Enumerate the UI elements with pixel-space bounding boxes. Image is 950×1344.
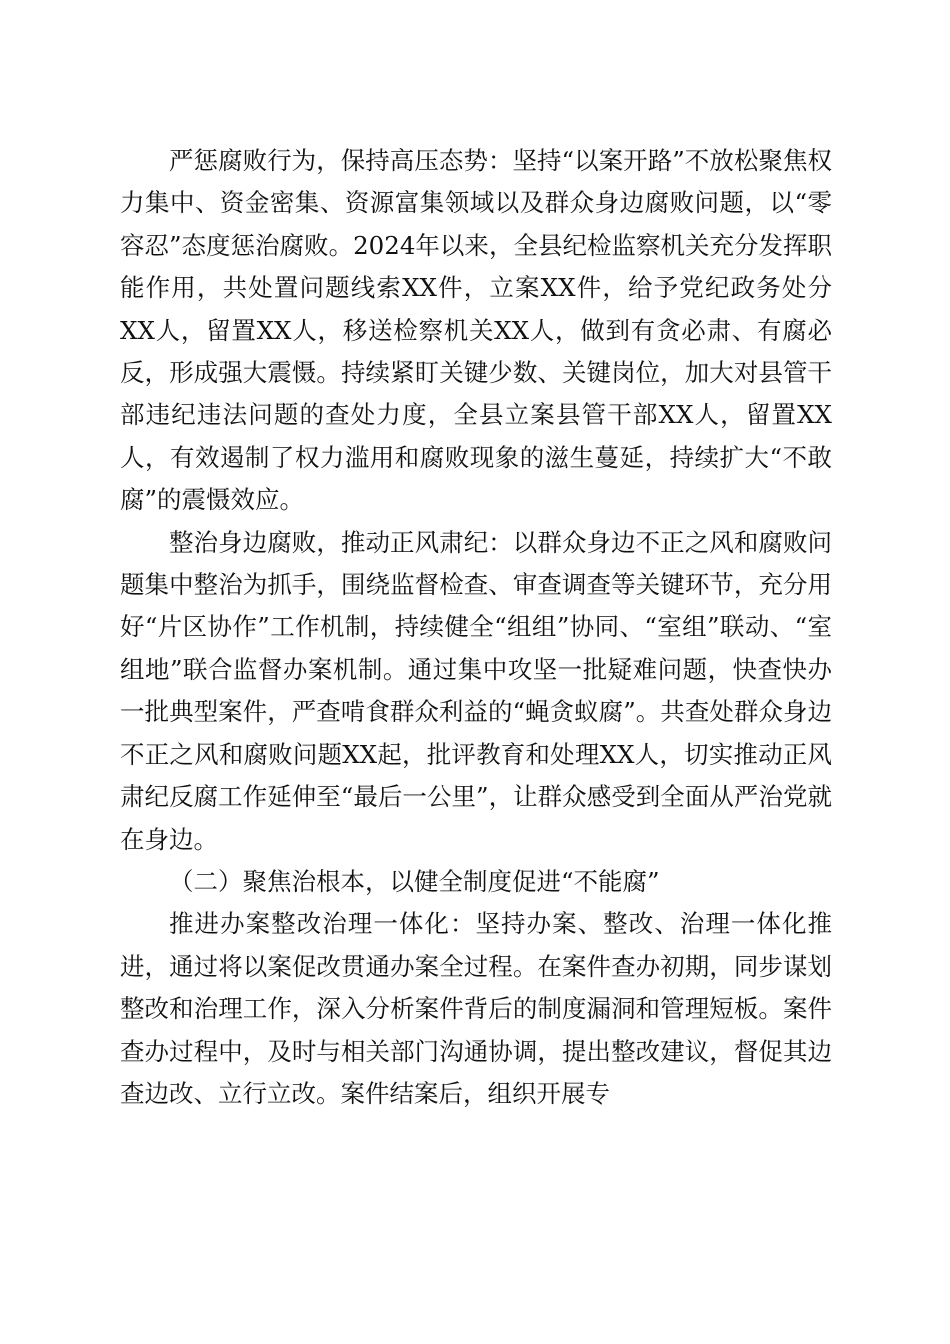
document-body [120,140,832,1115]
section-heading: （二）聚焦治根本，以健全制度促进“不能腐” [169,866,660,896]
paragraph-integrated-governance: 推进办案整改治理一体化：坚持办案、整改、治理一体化推进，通过将以案促改贯通办案全过程。在案件查办初期，同步谋划整改和治理工作，深入分析案件背后的制度漏洞和管理短板。案件查办过程中，及时与相关部门沟通协调，提出整改建议，督促其边查边改、立行立改。案件结案后，组织开展专 [120,909,832,1108]
paragraph-punish-corruption: 严惩腐败行为，保持高压态势：坚持“以案开路”不放松聚焦权力集中、资金密集、资源富集领域以及群众身边腐败问题，以“零容忍”态度惩治腐败。2024年以来，全县纪检监察机关充分发挥职能作用，共处置问题线索XX件，立案XX件，给予党纪政务处分XX人，留置XX人，移送检察机关XX人，做到有贪必肃、有腐必反，形成强大震慑。持续紧盯关键少数、关键岗位，加大对县管干部违纪违法问题的查处力度，全县立案县管干部XX人，留置XX人，有效遏制了权力滥用和腐败现象的滋生蔓延，持续扩大“不敢腐”的震慑效应。 [120,146,832,515]
paragraph-rectify-local-corruption: 整治身边腐败，推动正风肃纪：以群众身边不正之风和腐败问题集中整治为抓手，围绕监督检查、审查调查等关键环节，充分用好“片区协作”工作机制，持续健全“组组”协同、“室组”联动、“室组地”联合监督办案机制。通过集中攻坚一批疑难问题，快查快办一批典型案件，严查啃食群众利益的“蝇贪蚁腐”。共查处群众身边不正之风和腐败问题XX起，批评教育和处理XX人，切实推动正风肃纪反腐工作延伸至“最后一公里”，让群众感受到全面从严治党就在身边。 [120,527,832,854]
